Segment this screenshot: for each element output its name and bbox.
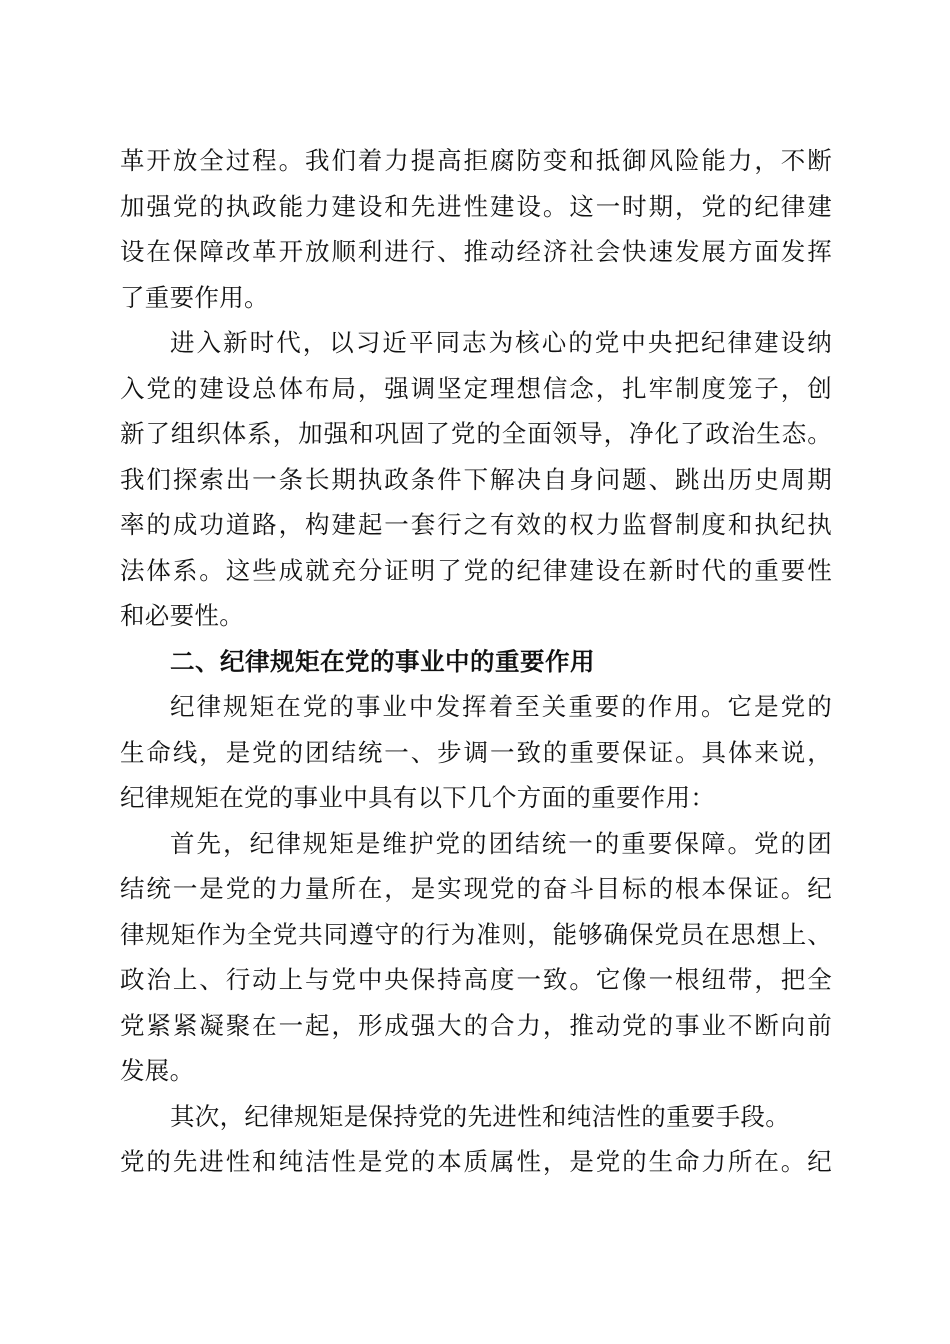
text-line: 和必要性。 xyxy=(120,601,244,630)
text-line: 其次，纪律规矩是保持党的先进性和纯洁性的重要手段。 xyxy=(170,1101,790,1131)
text-line: 法体系。这些成就充分证明了党的纪律建设在新时代的重要性 xyxy=(120,555,832,585)
text-line: 首先，纪律规矩是维护党的团结统一的重要保障。党的团 xyxy=(170,828,832,858)
text-line: 新了组织体系，加强和巩固了党的全面领导，净化了政治生态。 xyxy=(120,419,832,448)
text-line: 我们探索出一条长期执政条件下解决自身问题、跳出历史周期 xyxy=(120,464,832,494)
text-line: 生命线，是党的团结统一、步调一致的重要保证。具体来说， xyxy=(120,737,832,767)
paragraph xyxy=(120,138,832,320)
text-line: 结统一是党的力量所在，是实现党的奋斗目标的根本保证。纪 xyxy=(120,874,832,903)
text-line: 政治上、行动上与党中央保持高度一致。它像一根纽带，把全 xyxy=(120,965,832,994)
paragraph xyxy=(120,684,832,821)
text-line: 了重要作用。 xyxy=(120,282,269,312)
text-line: 党的先进性和纯洁性是党的本质属性，是党的生命力所在。纪 xyxy=(120,1147,832,1176)
paragraph xyxy=(120,821,832,1094)
text-line: 加强党的执政能力建设和先进性建设。这一时期，党的纪律建 xyxy=(120,191,832,221)
text-line: 纪律规矩在党的事业中发挥着至关重要的作用。它是党的 xyxy=(170,692,832,721)
paragraph xyxy=(120,1094,832,1185)
text-line: 发展。 xyxy=(120,1056,195,1085)
text-line: 进入新时代，以习近平同志为核心的党中央把纪律建设纳 xyxy=(170,328,832,357)
text-line: 党紧紧凝聚在一起，形成强大的合力，推动党的事业不断向前 xyxy=(120,1010,832,1040)
text-line: 入党的建设总体布局，强调坚定理想信念，扎牢制度笼子，创 xyxy=(120,373,832,403)
text-line: 纪律规矩在党的事业中具有以下几个方面的重要作用： xyxy=(120,783,716,812)
text-line: 革开放全过程。我们着力提高拒腐防变和抵御风险能力，不断 xyxy=(120,146,832,175)
document-page xyxy=(120,138,832,1185)
text-line: 率的成功道路，构建起一套行之有效的权力监督制度和执纪执 xyxy=(120,510,832,539)
text-line: 律规矩作为全党共同遵守的行为准则，能够确保党员在思想上、 xyxy=(120,919,832,949)
heading-text: 二、纪律规矩在党的事业中的重要作用 xyxy=(170,646,595,676)
section-heading xyxy=(120,639,832,685)
paragraph xyxy=(120,320,832,639)
text-line: 设在保障改革开放顺利进行、推动经济社会快速发展方面发挥 xyxy=(120,237,832,266)
